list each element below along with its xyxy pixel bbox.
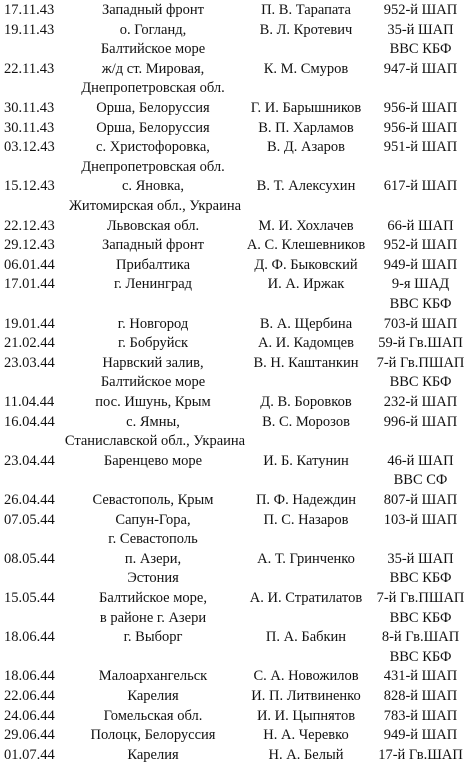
table-row (0, 372, 471, 393)
unit-cell: 947-й ШАП (383, 60, 458, 77)
unit-cell: 232-й ШАП (383, 394, 458, 410)
date-cell: 22.06.44 (4, 688, 55, 704)
place-cell: Днепропетровская обл. (81, 158, 225, 175)
place-cell: Баренцево море (103, 452, 203, 469)
date-cell: 29.06.44 (4, 727, 55, 744)
unit-cell: 949-й ШАП (383, 256, 458, 273)
table-row (0, 470, 471, 491)
table-row (0, 39, 471, 60)
table-row (0, 196, 471, 217)
place-cell: Житомирская обл., Украина (68, 198, 242, 214)
table-row (0, 314, 471, 335)
pilot-cell: В. Т. Алексухин (256, 178, 356, 195)
place-cell: Карелия (127, 746, 179, 763)
place-cell: г. Ленинград (113, 276, 193, 293)
place-cell: Станиславской обл., Украина (64, 433, 246, 450)
table-row (0, 333, 471, 354)
table-row (0, 0, 471, 21)
unit-cell: 617-й ШАП (383, 178, 458, 195)
pilot-cell: К. М. Смуров (263, 60, 349, 77)
place-cell: в районе г. Азери (99, 609, 207, 626)
table-row (0, 98, 471, 119)
place-cell: г. Бобруйск (117, 335, 189, 352)
table-row (0, 157, 471, 178)
unit-cell: 807-й ШАП (383, 492, 458, 508)
table-row (0, 353, 471, 374)
place-cell: Западный фронт (102, 2, 204, 18)
date-cell: 30.11.43 (4, 100, 55, 116)
pilot-cell: Д. Ф. Быковский (254, 256, 358, 273)
place-cell: с. Христофоровка, (96, 139, 210, 156)
unit-cell: 66-й ШАП (387, 217, 454, 234)
unit-cell: 956-й ШАП (383, 100, 458, 116)
unit-cell: 783-й ШАП (383, 707, 458, 724)
unit-cell: 952-й ШАП (383, 237, 458, 254)
place-cell: Орша, Белоруссия (96, 119, 210, 136)
unit-cell: ВВС КБФ (389, 609, 452, 626)
place-cell: Нарвский залив, (102, 354, 204, 371)
unit-cell: ВВС КБФ (389, 296, 452, 312)
table-row (0, 20, 471, 41)
place-cell: Западный фронт (102, 237, 204, 254)
table-row (0, 529, 471, 550)
place-cell: Львовская обл. (106, 217, 200, 234)
place-cell: с. Ямны, (126, 413, 180, 430)
date-cell: 11.04.44 (4, 394, 55, 410)
date-cell: 23.04.44 (4, 452, 55, 469)
table-row (0, 412, 471, 433)
place-cell: Балтийское море (100, 41, 206, 58)
unit-cell: ВВС СФ (393, 472, 448, 489)
place-cell: пос. Ишунь, Крым (95, 394, 211, 410)
date-cell: 18.06.44 (4, 668, 55, 685)
unit-cell: 35-й ШАП (387, 550, 454, 567)
unit-cell: 949-й ШАП (383, 727, 458, 744)
table-row (0, 431, 471, 452)
pilot-cell: А. И. Стратилатов (249, 590, 363, 606)
date-cell: 19.01.44 (4, 315, 55, 332)
place-cell: Прибалтика (115, 256, 190, 273)
date-cell: 15.05.44 (4, 590, 55, 606)
place-cell: с. Яновка, (121, 178, 185, 195)
unit-cell: 9-я ШАД (391, 276, 450, 293)
pilot-cell: Н. А. Белый (268, 746, 344, 763)
table-row (0, 510, 471, 531)
table-row (0, 568, 471, 589)
unit-cell: ВВС КБФ (389, 648, 452, 665)
place-cell: Балтийское море (100, 374, 206, 391)
pilot-cell: В. Н. Каштанкин (253, 354, 359, 371)
pilot-cell: Н. А. Черевко (263, 727, 349, 744)
date-cell: 30.11.43 (4, 119, 55, 136)
table-row (0, 78, 471, 99)
pilot-cell: В. Л. Кротевич (259, 21, 353, 38)
place-cell: Полоцк, Белоруссия (90, 727, 216, 744)
unit-cell: 46-й ШАП (387, 452, 454, 469)
place-cell: Малоархангельск (98, 668, 208, 685)
table-row (0, 706, 471, 727)
date-cell: 16.04.44 (4, 413, 55, 430)
unit-cell: 951-й ШАП (383, 139, 458, 156)
pilot-cell: Г. И. Барышников (250, 100, 362, 116)
place-cell: Севастополь, Крым (92, 492, 214, 508)
pilot-cell: И. Б. Катунин (263, 452, 349, 469)
unit-cell: 7-й Гв.ПШАП (376, 590, 465, 606)
date-cell: 17.11.43 (4, 2, 55, 18)
table-row (0, 686, 471, 707)
date-cell: 15.12.43 (4, 178, 55, 195)
table-row (0, 59, 471, 80)
unit-cell: 7-й Гв.ПШАП (376, 354, 465, 371)
unit-cell: 8-й Гв.ШАП (381, 629, 460, 646)
place-cell: Гомельская обл. (103, 707, 203, 724)
pilot-cell: В. Д. Азаров (266, 139, 346, 156)
date-cell: 29.12.43 (4, 237, 55, 254)
table-row (0, 392, 471, 413)
date-cell: 03.12.43 (4, 139, 55, 156)
place-cell: о. Гогланд, (119, 21, 187, 38)
table-row (0, 255, 471, 276)
place-cell: г. Выборг (123, 629, 183, 646)
date-cell: 19.11.43 (4, 21, 55, 38)
place-cell: Сапун-Гора, (115, 511, 191, 528)
pilot-cell: П. С. Назаров (263, 511, 349, 528)
date-cell: 01.07.44 (4, 746, 55, 763)
pilot-cell: А. И. Кадомцев (258, 335, 354, 352)
table-row (0, 588, 471, 609)
place-cell: Орша, Белоруссия (96, 100, 210, 116)
place-cell: ж/д ст. Мировая, (101, 60, 205, 77)
date-cell: 21.02.44 (4, 335, 55, 352)
unit-cell: 996-й ШАП (383, 413, 458, 430)
table-row (0, 235, 471, 256)
table-row (0, 666, 471, 687)
table-row (0, 216, 471, 237)
date-cell: 22.11.43 (4, 60, 55, 77)
table-row (0, 608, 471, 629)
pilot-cell: В. С. Морозов (262, 413, 350, 430)
pilot-cell: М. И. Хохлачев (258, 217, 354, 234)
unit-cell: 703-й ШАП (383, 315, 458, 332)
table-row (0, 176, 471, 197)
pilot-cell: А. Т. Гринченко (257, 550, 355, 567)
pilot-cell: И. А. Иржак (267, 276, 345, 293)
unit-cell: 35-й ШАП (387, 21, 454, 38)
place-cell: г. Севастополь (108, 531, 198, 548)
pilot-cell: И. И. Цыпнятов (256, 707, 356, 724)
unit-cell: 431-й ШАП (383, 668, 458, 685)
pilot-cell: И. П. Литвиненко (251, 688, 361, 704)
date-cell: 18.06.44 (4, 629, 55, 646)
unit-cell: ВВС КБФ (389, 374, 452, 391)
date-cell: 08.05.44 (4, 550, 55, 567)
date-cell: 07.05.44 (4, 511, 55, 528)
table-row (0, 294, 471, 315)
place-cell: п. Азери, (124, 550, 182, 567)
pilot-cell: В. А. Щербина (259, 315, 353, 332)
pilot-cell: П. В. Тарапата (261, 2, 351, 18)
pilot-cell: А. С. Клешевников (246, 237, 366, 254)
pilot-cell: С. А. Новожилов (253, 668, 359, 685)
table-row (0, 118, 471, 139)
table-row (0, 451, 471, 472)
unit-cell: ВВС КБФ (389, 570, 452, 587)
place-cell: Эстония (127, 570, 179, 587)
unit-cell: 956-й ШАП (383, 119, 458, 136)
date-cell: 22.12.43 (4, 217, 55, 234)
unit-cell: 828-й ШАП (383, 688, 458, 704)
table-row (0, 490, 471, 511)
unit-cell: 103-й ШАП (383, 511, 458, 528)
pilot-cell: Д. В. Боровков (260, 394, 352, 410)
unit-cell: 952-й ШАП (383, 2, 458, 18)
table-row (0, 137, 471, 158)
table-row (0, 647, 471, 668)
date-cell: 06.01.44 (4, 256, 55, 273)
place-cell: Днепропетровская обл. (81, 80, 225, 97)
date-cell: 26.04.44 (4, 492, 55, 508)
pilot-cell: П. А. Бабкин (265, 629, 347, 646)
unit-cell: ВВС КБФ (389, 41, 452, 58)
date-cell: 23.03.44 (4, 354, 55, 371)
place-cell: Балтийское море, (99, 590, 207, 606)
unit-cell: 59-й Гв.ШАП (378, 335, 463, 352)
table-row (0, 274, 471, 295)
date-cell: 24.06.44 (4, 707, 55, 724)
unit-cell: 17-й Гв.ШАП (378, 746, 463, 763)
date-cell: 17.01.44 (4, 276, 55, 293)
table-row (0, 745, 471, 766)
table-row (0, 549, 471, 570)
pilot-cell: В. П. Харламов (258, 119, 354, 136)
place-cell: Карелия (127, 688, 179, 704)
place-cell: г. Новгород (117, 315, 189, 332)
table-row (0, 725, 471, 746)
table-row (0, 627, 471, 648)
pilot-cell: П. Ф. Надеждин (255, 492, 357, 508)
